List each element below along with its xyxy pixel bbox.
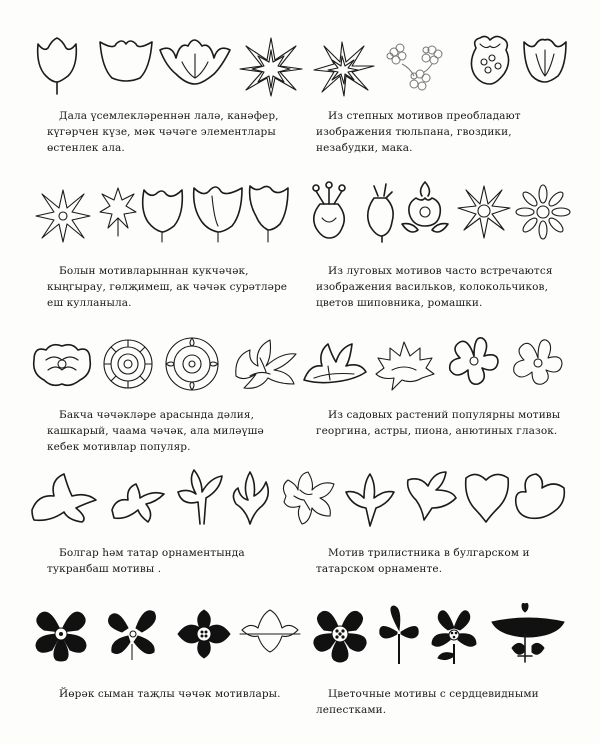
- caption-meadow-russian: Из луговых мотивов часто встречаются изображения васильков, колокольчиков, цветов шиповника, ромашки.: [316, 265, 553, 309]
- rosehip-motif-3: [398, 180, 452, 246]
- trefoil-motif-5: [276, 466, 342, 528]
- motif-row-heart-petals: [0, 598, 600, 668]
- peony-motif-1: [162, 334, 222, 394]
- dahlia-motif-1: [30, 340, 94, 390]
- rosehip-motif-1: [306, 182, 352, 246]
- heart-petal-bowl-motif: [488, 600, 568, 666]
- trefoil-motif-2: [108, 470, 168, 526]
- caption-garden-tatar: Бакча чәчәкләре арасында дәлия, кашкарый, чаама чәчәк, ала миләүшә кебек мотивлар популяр.: [47, 409, 264, 453]
- caption-steppe-russian: Из степных мотивов преобладают изображения тюльпана, гвоздики, незабудки, мака.: [316, 110, 521, 154]
- trefoil-motif-4: [228, 468, 272, 526]
- cornflower-motif-1: [34, 188, 92, 244]
- forget-me-not-motif: [382, 40, 456, 96]
- bellflower-motif-2: [190, 184, 246, 244]
- caption-garden-russian: Из садовых растений популярны мотивы георгина, астры, пиона, анютиных глазок.: [316, 409, 561, 437]
- poppy-motif: [466, 34, 514, 94]
- caption-steppe-tatar: Дала үсемлекләреннән лалә, канәфер, күгәрчен күзе, мәк чәчәге элементлары өстенлек ала.: [47, 110, 279, 154]
- motif-row-steppe: [0, 30, 600, 100]
- cornflower-motif-2: [98, 186, 138, 238]
- heart-petal-sprig-solid: [376, 604, 422, 666]
- heart-petal-flower-solid-4: [308, 604, 372, 664]
- bellflower-motif-3: [246, 182, 292, 244]
- trefoil-motif-7: [404, 468, 458, 522]
- chamomile-motif-1: [456, 184, 512, 240]
- caption-meadow-tatar: Болын мотивларыннан кукчәчәк, кыңгырау, гөлҗимеш, ак чәчәк сурәтләре еш кулланыла.: [47, 265, 288, 309]
- trefoil-motif-9: [512, 468, 568, 522]
- caption-trefoil-russian: Мотив трилистника в булгарском и татарском орнаменте.: [316, 547, 530, 575]
- bellflower-motif-1: [138, 186, 188, 244]
- peony-motif-2: [230, 336, 300, 394]
- caption-heart-russian: Цветочные мотивы с сердцевидными лепестками.: [316, 688, 539, 716]
- carnation-star-motif: [238, 36, 304, 98]
- trefoil-motif-6: [342, 470, 398, 528]
- caption-trefoil-tatar: Болгар һәм татар орнаментында тукранбаш мотивы .: [47, 547, 245, 575]
- motif-row-meadow: [0, 178, 600, 250]
- trefoil-motif-3: [174, 466, 226, 526]
- heart-petal-flower-solid-5: [428, 604, 480, 666]
- chamomile-motif-2: [516, 184, 570, 240]
- peony-motif-4: [372, 338, 436, 394]
- carnation-star-motif-2: [312, 40, 376, 98]
- heart-petal-flower-outline: [238, 606, 302, 658]
- motif-row-trefoil: [0, 462, 600, 528]
- tulip-motif-3: [158, 34, 232, 92]
- tulip-motif-1: [30, 36, 84, 96]
- pansy-motif-1: [446, 334, 502, 390]
- caption-heart-tatar: Йөрәк сыман таҗлы чәчәк мотивлары.: [59, 688, 281, 700]
- motif-row-garden: [0, 330, 600, 400]
- heart-petal-flower-solid-3: [174, 606, 234, 662]
- trefoil-motif-8: [462, 468, 512, 524]
- trefoil-motif-1: [28, 470, 102, 524]
- peony-motif-3: [300, 336, 370, 390]
- aster-motif: [100, 334, 156, 394]
- rosehip-motif-2: [360, 182, 400, 244]
- heart-petal-flower-solid-2: [104, 604, 162, 662]
- tulip-motif-2: [96, 38, 156, 90]
- pansy-motif-2: [510, 336, 566, 388]
- heart-petal-flower-solid-1: [30, 604, 92, 664]
- tulip-motif-4: [520, 36, 570, 96]
